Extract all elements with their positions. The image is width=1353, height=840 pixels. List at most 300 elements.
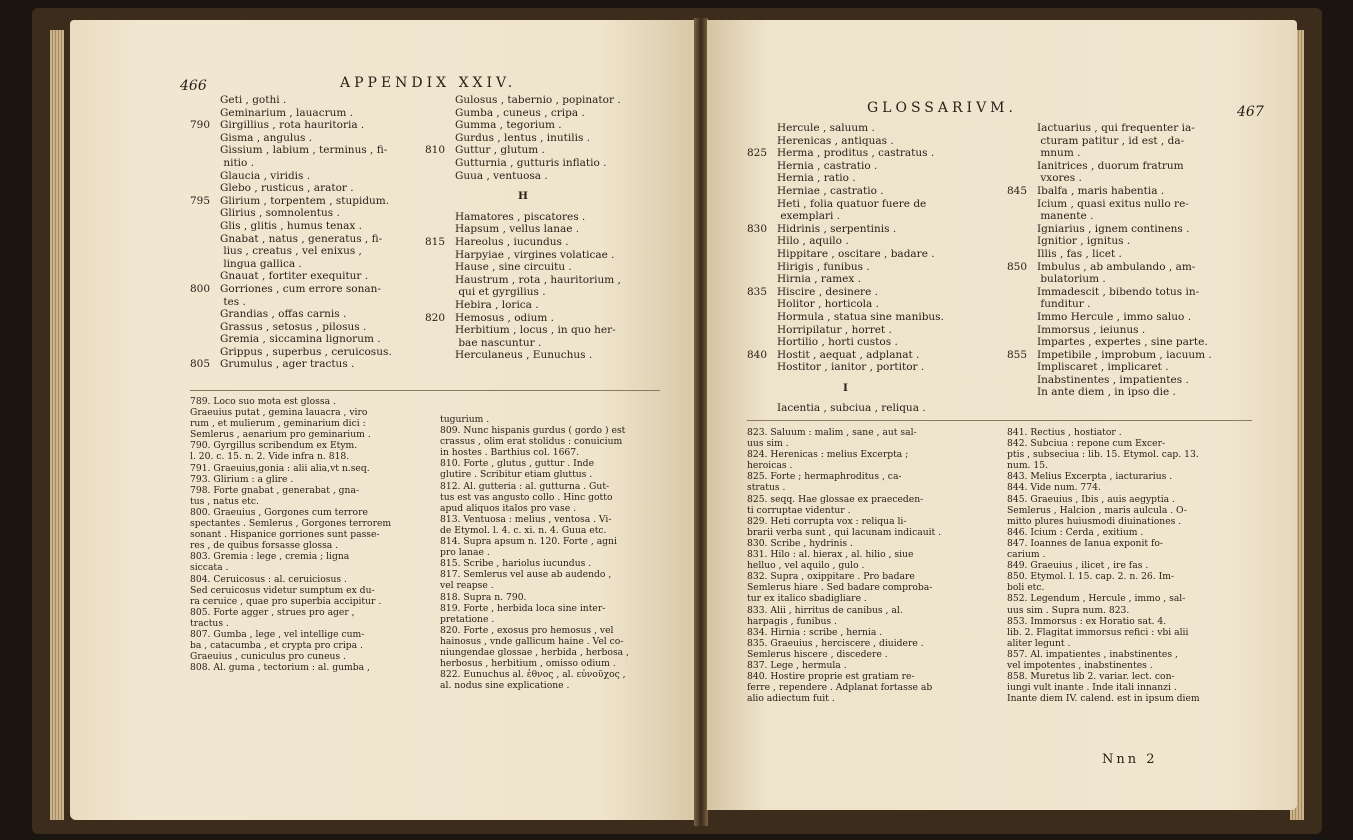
glossary-entry [425, 274, 621, 287]
glossary-entry [747, 210, 944, 223]
note-line: 809. Nunc hispanis gurdus ( gordo ) est [440, 425, 626, 437]
entry-text: Gurdus , lentus , inutilis . [455, 131, 591, 144]
glossary-entry [1007, 122, 1212, 135]
entry-text: Herculaneus , Eunuchus . [455, 349, 593, 362]
entry-text: Herbitium , locus , in quo her- [455, 324, 616, 337]
glossary-entry [190, 283, 392, 296]
glossary-entry [190, 207, 392, 220]
note-line: sonant . Hispanice gorriones sunt passe- [190, 529, 380, 541]
note-line: niungendae glossae , herbida , herbosa , [440, 646, 629, 658]
glossary-entry [747, 160, 944, 173]
glossary-entry [1007, 172, 1212, 185]
entry-number: 850 [1007, 260, 1028, 273]
entry-text: Ianitrices , duorum fratrum [1037, 159, 1184, 172]
entry-text: Harpyiae , virgines volaticae . [455, 248, 615, 261]
entry-number: 815 [425, 235, 446, 248]
glossary-entry [190, 358, 392, 371]
entry-text: Iacentia , subciua , reliqua . [777, 402, 926, 415]
notes-column-right-1 [747, 427, 941, 704]
note-line: 825. seqq. Hae glossae ex praeceden- [747, 493, 924, 505]
note-line: Semlerus hiscere , discedere . [747, 648, 888, 660]
note-line: 832. Supra , oxippitare . Pro badare [747, 571, 915, 583]
glossary-entry [425, 299, 621, 312]
entry-number: 835 [747, 285, 768, 298]
note-line: 815. Scribe , hariolus iucundus . [440, 558, 592, 570]
note-line: lib. 2. Flagitat immorsus refici : vbi alii [1007, 626, 1189, 638]
note-line: 793. Glirium : a glire . [190, 473, 294, 485]
entry-text: Hernia , ratio . [777, 172, 856, 185]
entry-text: Hiscire , desinere . [777, 285, 878, 298]
entry-text: Geti , gothi . [220, 94, 287, 106]
glossary-entry [190, 346, 392, 359]
entry-text: Gremia , siccamina lignorum . [220, 333, 381, 346]
note-line: 850. Etymol. l. 15. cap. 2. n. 26. Im- [1007, 571, 1175, 583]
note-line: apud aliquos italos pro vase . [440, 502, 576, 514]
entry-text: Grippus , superbus , ceruicosus. [220, 345, 392, 358]
entry-number: 800 [190, 282, 211, 295]
entry-text: Impartes , expertes , sine parte. [1037, 336, 1208, 349]
entry-text: Ibalfa , maris habentia . [1037, 184, 1165, 197]
glossary-entry [425, 349, 621, 362]
page-number-left: 466 [180, 78, 207, 94]
section-letter: H [517, 190, 528, 203]
glossary-entry [190, 182, 392, 195]
entry-text: Impliscaret , implicaret . [1037, 361, 1169, 374]
glossary-entry [1007, 261, 1212, 274]
note-line: brarii verba sunt , qui lacunam indicauit . [747, 526, 942, 538]
entry-text: Glis , glitis , humus tenax . [220, 219, 362, 232]
glossary-entry [190, 94, 392, 107]
note-line: alio adiectum fuit . [747, 693, 835, 705]
glossary-entry [425, 261, 621, 274]
glossary-entry [747, 135, 944, 148]
glossary-entry [190, 170, 392, 183]
glossary-entry [1007, 336, 1212, 349]
glossary-column-left-2 [425, 94, 621, 362]
glossary-entry [425, 249, 621, 262]
glossary-entry [425, 286, 621, 299]
note-line: hainosus , vnde gallicum haine . Vel co- [440, 635, 624, 647]
glossary-entry [425, 157, 621, 170]
glossary-column-right-1 [747, 122, 944, 415]
note-line: 830. Scribe , hydrinis . [747, 537, 853, 549]
glossary-entry [1007, 361, 1212, 374]
glossary-entry [190, 308, 392, 321]
entry-text: nitio . [220, 156, 255, 169]
entry-text: Hamatores , piscatores . [455, 210, 586, 223]
note-line: harpagis , funibus . [747, 615, 837, 627]
entry-text: Gutturnia , gutturis inflatio . [455, 156, 607, 169]
note-line: 823. Saluum : malim , sane , aut sal- [747, 427, 917, 438]
entry-text: lius , creatus , vel enixus , [220, 245, 362, 258]
entry-text: Icium , quasi exitus nullo re- [1037, 197, 1189, 210]
note-line: l. 20. c. 15. n. 2. Vide infra n. 818. [190, 451, 350, 463]
notes-column-right-2 [1007, 427, 1200, 704]
glossary-entry [1007, 248, 1212, 261]
glossary-entry [190, 107, 392, 120]
entry-number: 820 [425, 311, 446, 324]
glossary-entry [425, 94, 621, 107]
note-line: de Etymol. l. 4. c. xi. n. 4. Guua etc. [440, 524, 607, 536]
entry-text: Herma , proditus , castratus . [777, 147, 935, 160]
entry-text: Haustrum , rota , hauritorium , [455, 273, 621, 286]
glossary-entry [1007, 374, 1212, 387]
entry-text: Geminarium , lauacrum . [220, 106, 353, 119]
entry-text: Inabstinentes , impatientes . [1037, 373, 1189, 386]
glossary-entry [1007, 324, 1212, 337]
entry-text: Hidrinis , serpentinis . [777, 222, 897, 235]
glossary-entry [747, 185, 944, 198]
note-line: tus est vas angusto collo . Hinc gotto [440, 491, 613, 503]
entry-text: Hirnia , ramex . [777, 273, 861, 286]
glossary-entry [747, 235, 944, 248]
note-line: 847. Ioannes de Ianua exponit fo- [1007, 537, 1164, 549]
note-line: spectantes . Semlerus , Gorgones terrorem [190, 518, 392, 530]
note-line: Semlerus hiare . Sed badare comproba- [747, 582, 933, 594]
notes-column-left-2 [440, 414, 629, 691]
glossary-entry [190, 233, 392, 246]
glossary-entry [1007, 386, 1212, 399]
glossary-entry [747, 361, 944, 374]
entry-text: Hirigis , funibus . [777, 260, 870, 273]
note-line: tur ex italico sbadigliare . [747, 593, 867, 605]
note-line: 818. Supra n. 790. [440, 591, 527, 603]
note-line: num. 15. [1007, 460, 1048, 472]
entry-text: Ignitior , ignitus . [1037, 235, 1131, 248]
glossary-entry [747, 324, 944, 337]
entry-text: Grandias , offas carnis . [220, 308, 347, 321]
entry-text: Heti , folia quatuor fuere de [777, 197, 927, 210]
glossary-column-left-1 [190, 94, 392, 371]
glossary-entry [747, 311, 944, 324]
glossary-entry [190, 270, 392, 283]
glossary-entry [747, 261, 944, 274]
note-line: 803. Gremia : lege , cremia ; ligna [190, 551, 350, 563]
entry-text: Holitor , horticola . [777, 298, 879, 311]
note-line: 824. Herenicas : melius Excerpta ; [747, 449, 909, 461]
note-line: pretatione . [440, 613, 495, 625]
note-line: Inante diem IV. calend. est in ipsum diem [1007, 693, 1200, 705]
glossary-entry [425, 107, 621, 120]
note-line: 800. Graeuius , Gorgones cum terrore [190, 506, 368, 518]
glossary-entry [190, 245, 392, 258]
glossary-entry [747, 336, 944, 349]
note-line: herbosus , herbitium , omisso odium . [440, 658, 616, 670]
entry-text: Immo Hercule , immo saluo . [1037, 310, 1192, 323]
notes-rule-right [747, 420, 1252, 421]
entry-text: tes . [220, 295, 246, 308]
glossary-entry [747, 298, 944, 311]
note-line: 825. Forte ; hermaphroditus , ca- [747, 471, 902, 483]
entry-text: Herniae , castratio . [777, 184, 884, 197]
glossary-entry [1007, 135, 1212, 148]
entry-text: exemplari . [777, 210, 841, 223]
note-line: stratus . [747, 482, 786, 494]
entry-text: Hilo , aquilo . [777, 235, 849, 248]
glossary-entry [747, 172, 944, 185]
entry-text: lingua gallica . [220, 257, 302, 270]
entry-text: Hapsum , vellus lanae . [455, 223, 580, 236]
glossary-entry [747, 273, 944, 286]
note-line: 819. Forte , herbida loca sine inter- [440, 602, 606, 614]
note-line: uus sim . Supra num. 823. [1007, 604, 1130, 616]
glossary-entry [425, 170, 621, 183]
note-line: boli etc. [1007, 582, 1045, 594]
entry-text: Hortilio , horti custos . [777, 336, 898, 349]
glossary-entry [1007, 160, 1212, 173]
note-line: 853. Immorsus : ex Horatio sat. 4. [1007, 615, 1167, 627]
note-line: 822. Eunuchus al. ἐθνος , al. εὐνοῦχος , [440, 669, 626, 681]
note-line: 844. Vide num. 774. [1007, 482, 1101, 494]
entry-number: 830 [747, 222, 768, 235]
running-head-right: GLOSSARIVM. [867, 100, 1017, 116]
note-line: 791. Graeuius,gonia : alii alia,vt n.seq. [190, 462, 370, 474]
note-line: ferre , rependere . Adplanat fortasse ab [747, 682, 933, 694]
entry-text: Iactuarius , qui frequenter ia- [1037, 122, 1195, 134]
left-page-edges [50, 30, 64, 820]
book-gutter [694, 18, 708, 826]
note-line: 852. Legendum , Hercule , immo , sal- [1007, 593, 1186, 605]
entry-text: In ante diem , in ipso die . [1037, 386, 1176, 399]
entry-text: Horripilatur , horret . [777, 323, 892, 336]
glossary-column-right-2 [1007, 122, 1212, 399]
entry-text: Hause , sine circuitu . [455, 261, 572, 274]
entry-number: 805 [190, 358, 211, 371]
note-line: uus sim . [747, 438, 789, 450]
entry-text: qui et gyrgilius . [455, 286, 546, 299]
glossary-entry [190, 258, 392, 271]
signature-mark: Nnn 2 [1102, 752, 1158, 767]
entry-number: 810 [425, 144, 446, 157]
note-line: 834. Hirnia : scribe , hernia . [747, 626, 883, 638]
entry-text: Grumulus , ager tractus . [220, 358, 355, 371]
note-line: 810. Forte , glutus , guttur . Inde [440, 458, 595, 470]
glossary-entry [747, 286, 944, 299]
note-line: mitto plures huiusmodi diuinationes . [1007, 515, 1182, 527]
glossary-entry [425, 337, 621, 350]
entry-text: Glirius , somnolentus . [220, 207, 340, 220]
note-line: 789. Loco suo mota est glossa . [190, 396, 336, 407]
entry-text: Grassus , setosus , pilosus . [220, 320, 367, 333]
entry-text: Gnauat , fortiter exequitur . [220, 270, 369, 283]
note-line: 831. Hilo : al. hierax , al. hilio , siue [747, 549, 914, 561]
entry-text: Herenicas , antiquas . [777, 134, 894, 147]
note-line: Semlerus , Halcion , maris aulcula . O- [1007, 504, 1188, 516]
glossary-entry [425, 211, 621, 224]
note-line: Sed ceruicosus videtur sumptum ex du- [190, 584, 375, 596]
note-line: ti corruptae videntur . [747, 504, 851, 516]
glossary-entry [425, 312, 621, 325]
glossary-entry [425, 144, 621, 157]
glossary-entry [1007, 298, 1212, 311]
glossary-entry [747, 147, 944, 160]
entry-text: manente . [1037, 210, 1094, 223]
glossary-entry [190, 220, 392, 233]
entry-text: Hareolus , iucundus . [455, 235, 569, 248]
entry-text: Hormula , statua sine manibus. [777, 310, 944, 323]
entry-text: Gulosus , tabernio , popinator . [455, 94, 621, 106]
entry-text: Hostitor , ianitor , portitor . [777, 361, 925, 374]
note-line: 790. Gyrgillus scribendum ex Etym. [190, 440, 358, 452]
glossary-entry [190, 119, 392, 132]
running-head-left: APPENDIX XXIV. [340, 75, 517, 91]
glossary-entry [1007, 198, 1212, 211]
note-line: 837. Lege , hermula . [747, 659, 847, 671]
note-line: 858. Muretus lib 2. variar. lect. con- [1007, 671, 1175, 683]
entry-text: Gissium , labium , terminus , fi- [220, 144, 388, 157]
note-line: Semlerus , aenarium pro geminarium . [190, 429, 371, 441]
note-line: pro lanae . [440, 547, 490, 559]
note-line: siccata . [190, 562, 229, 574]
glossary-entry [747, 223, 944, 236]
entry-text: Glebo , rusticus , arator . [220, 182, 354, 195]
glossary-entry [425, 236, 621, 249]
entry-number: 795 [190, 194, 211, 207]
glossary-entry [425, 324, 621, 337]
entry-text: funditur . [1037, 298, 1091, 311]
entry-text: bae nascuntur . [455, 336, 542, 349]
entry-text: Gisma , angulus . [220, 131, 313, 144]
entry-text: Gorriones , cum errore sonan- [220, 282, 381, 295]
note-line: 829. Heti corrupta vox : reliqua li- [747, 515, 907, 527]
note-line: helluo , vel aquilo , gulo . [747, 560, 865, 572]
note-line: 813. Ventuosa : melius , ventosa . Vi- [440, 513, 612, 525]
entry-number: 825 [747, 147, 768, 160]
entry-text: Glirium , torpentem , stupidum. [220, 194, 390, 207]
glossary-entry [425, 119, 621, 132]
note-line: carium . [1007, 549, 1046, 561]
entry-number: 840 [747, 348, 768, 361]
glossary-entry [190, 157, 392, 170]
note-line: 817. Semlerus vel ause ab audendo , [440, 569, 612, 581]
note-line: 798. Forte gnabat , generabat , gna- [190, 484, 360, 496]
glossary-entry [747, 349, 944, 362]
entry-number: 845 [1007, 184, 1028, 197]
note-line: 812. Al. gutteria : al. gutturna . Gut- [440, 480, 610, 492]
entry-number: 855 [1007, 348, 1028, 361]
glossary-entry [190, 296, 392, 309]
note-line: tugurium . [440, 414, 490, 425]
glossary-entry [747, 248, 944, 261]
glossary-entry [747, 402, 944, 415]
entry-text: Hippitare , oscitare , badare . [777, 247, 935, 260]
glossary-entry [1007, 311, 1212, 324]
glossary-entry [190, 132, 392, 145]
note-line: ba , catacumba , et crypta pro cripa . [190, 640, 363, 652]
note-line: 841. Rectius , hostiator . [1007, 427, 1122, 438]
entry-text: Imbulus , ab ambulando , am- [1037, 260, 1196, 273]
glossary-entry [1007, 210, 1212, 223]
glossary-entry [190, 333, 392, 346]
glossary-entry [1007, 223, 1212, 236]
glossary-entry [190, 144, 392, 157]
note-line: crassus , olim erat stolidus : conuicium [440, 436, 623, 448]
glossary-entry [1007, 147, 1212, 160]
note-line: vel impotentes , inabstinentes . [1007, 659, 1153, 671]
note-line: 820. Forte , exosus pro hemosus , vel [440, 624, 614, 636]
entry-text: Illis , fas , licet . [1037, 247, 1122, 260]
note-line: 843. Melius Excerpta , iacturarius . [1007, 471, 1173, 483]
notes-rule-left [190, 390, 660, 391]
note-line: 849. Graeuius , ilicet , ire fas . [1007, 560, 1149, 572]
note-line: vel reapse . [440, 580, 494, 592]
entry-text: Igniarius , ignem continens . [1037, 222, 1190, 235]
entry-text: Hercule , saluum . [777, 122, 875, 134]
glossary-entry [425, 223, 621, 236]
right-page [707, 20, 1297, 810]
note-line: tractus . [190, 617, 229, 629]
entry-number: 790 [190, 119, 211, 132]
note-line: rum , et mulierum , geminarium dici : [190, 418, 366, 430]
entry-text: Gumba , cuneus , cripa . [455, 106, 585, 119]
note-line: ptis , subseciua : lib. 15. Etymol. cap. 13. [1007, 449, 1199, 461]
note-line: 804. Ceruicosus : al. ceruiciosus . [190, 573, 347, 585]
entry-text: Girgillius , rota hauritoria . [220, 119, 365, 132]
entry-text: Immorsus , ieiunus . [1037, 323, 1146, 336]
entry-text: Glaucia , viridis . [220, 169, 311, 182]
entry-text: Hebira , lorica . [455, 298, 539, 311]
note-line: 857. Al. impatientes , inabstinentes , [1007, 648, 1178, 660]
glossary-entry [1007, 235, 1212, 248]
note-line: 805. Forte agger , strues pro ager , [190, 606, 355, 618]
entry-text: Immadescit , bibendo totus in- [1037, 285, 1200, 298]
glossary-entry [1007, 349, 1212, 362]
note-line: iungi vult inante . Inde itali innanzi . [1007, 682, 1177, 694]
entry-text: Hernia , castratio . [777, 159, 878, 172]
note-line: res , de quibus forsasse glossa . [190, 540, 339, 552]
entry-text: Gnabat , natus , generatus , fi- [220, 232, 383, 245]
glossary-entry [1007, 185, 1212, 198]
left-page [70, 20, 694, 820]
glossary-entry [747, 198, 944, 211]
note-line: 845. Graeuius , Ibis , auis aegyptia . [1007, 493, 1175, 505]
note-line: tus , natus etc. [190, 495, 259, 507]
note-line: Graeuius , cuniculus pro cuneus . [190, 651, 346, 663]
note-line: Graeuius putat , gemina lauacra , viro [190, 407, 368, 419]
glossary-entry [190, 321, 392, 334]
entry-text: mnum . [1037, 147, 1081, 160]
page-number-right: 467 [1237, 104, 1264, 120]
entry-text: cturam patitur , id est , da- [1037, 134, 1185, 147]
note-line: 814. Supra apsum n. 120. Forte , agni [440, 536, 617, 548]
note-line: in hostes . Barthius col. 1667. [440, 447, 580, 459]
entry-text: Guua , ventuosa . [455, 169, 548, 182]
entry-text: Gumma , tegorium . [455, 119, 562, 132]
note-line: heroicas . [747, 460, 793, 472]
glossary-entry [1007, 273, 1212, 286]
glossary-entry [1007, 286, 1212, 299]
notes-column-left-1 [190, 396, 391, 673]
entry-text: Guttur , glutum . [455, 144, 545, 157]
note-line: 833. Alii , hirritus de canibus , al. [747, 604, 903, 616]
entry-text: Hostit , aequat , adplanat . [777, 348, 920, 361]
glossary-entry [425, 132, 621, 145]
glossary-entry [747, 122, 944, 135]
note-line: 808. Al. guma , tectorium : al. gumba , [190, 662, 370, 674]
note-line: ra ceruice , quae pro superbia accipitur . [190, 595, 382, 607]
note-line: aliter legunt . [1007, 637, 1071, 649]
entry-text: vxores . [1037, 172, 1082, 185]
note-line: 840. Hostire proprie est gratiam re- [747, 671, 915, 683]
note-line: 842. Subciua : repone cum Excer- [1007, 438, 1166, 450]
note-line: 835. Graeuius , herciscere , diuidere . [747, 637, 924, 649]
note-line: glutire . Scribitur etiam gluttus . [440, 469, 593, 481]
note-line: al. nodus sine explicatione . [440, 680, 570, 692]
note-line: 846. Icium : Cerda , exitium . [1007, 526, 1144, 538]
glossary-entry [190, 195, 392, 208]
section-letter: I [842, 381, 848, 394]
entry-text: Hemosus , odium . [455, 311, 554, 324]
